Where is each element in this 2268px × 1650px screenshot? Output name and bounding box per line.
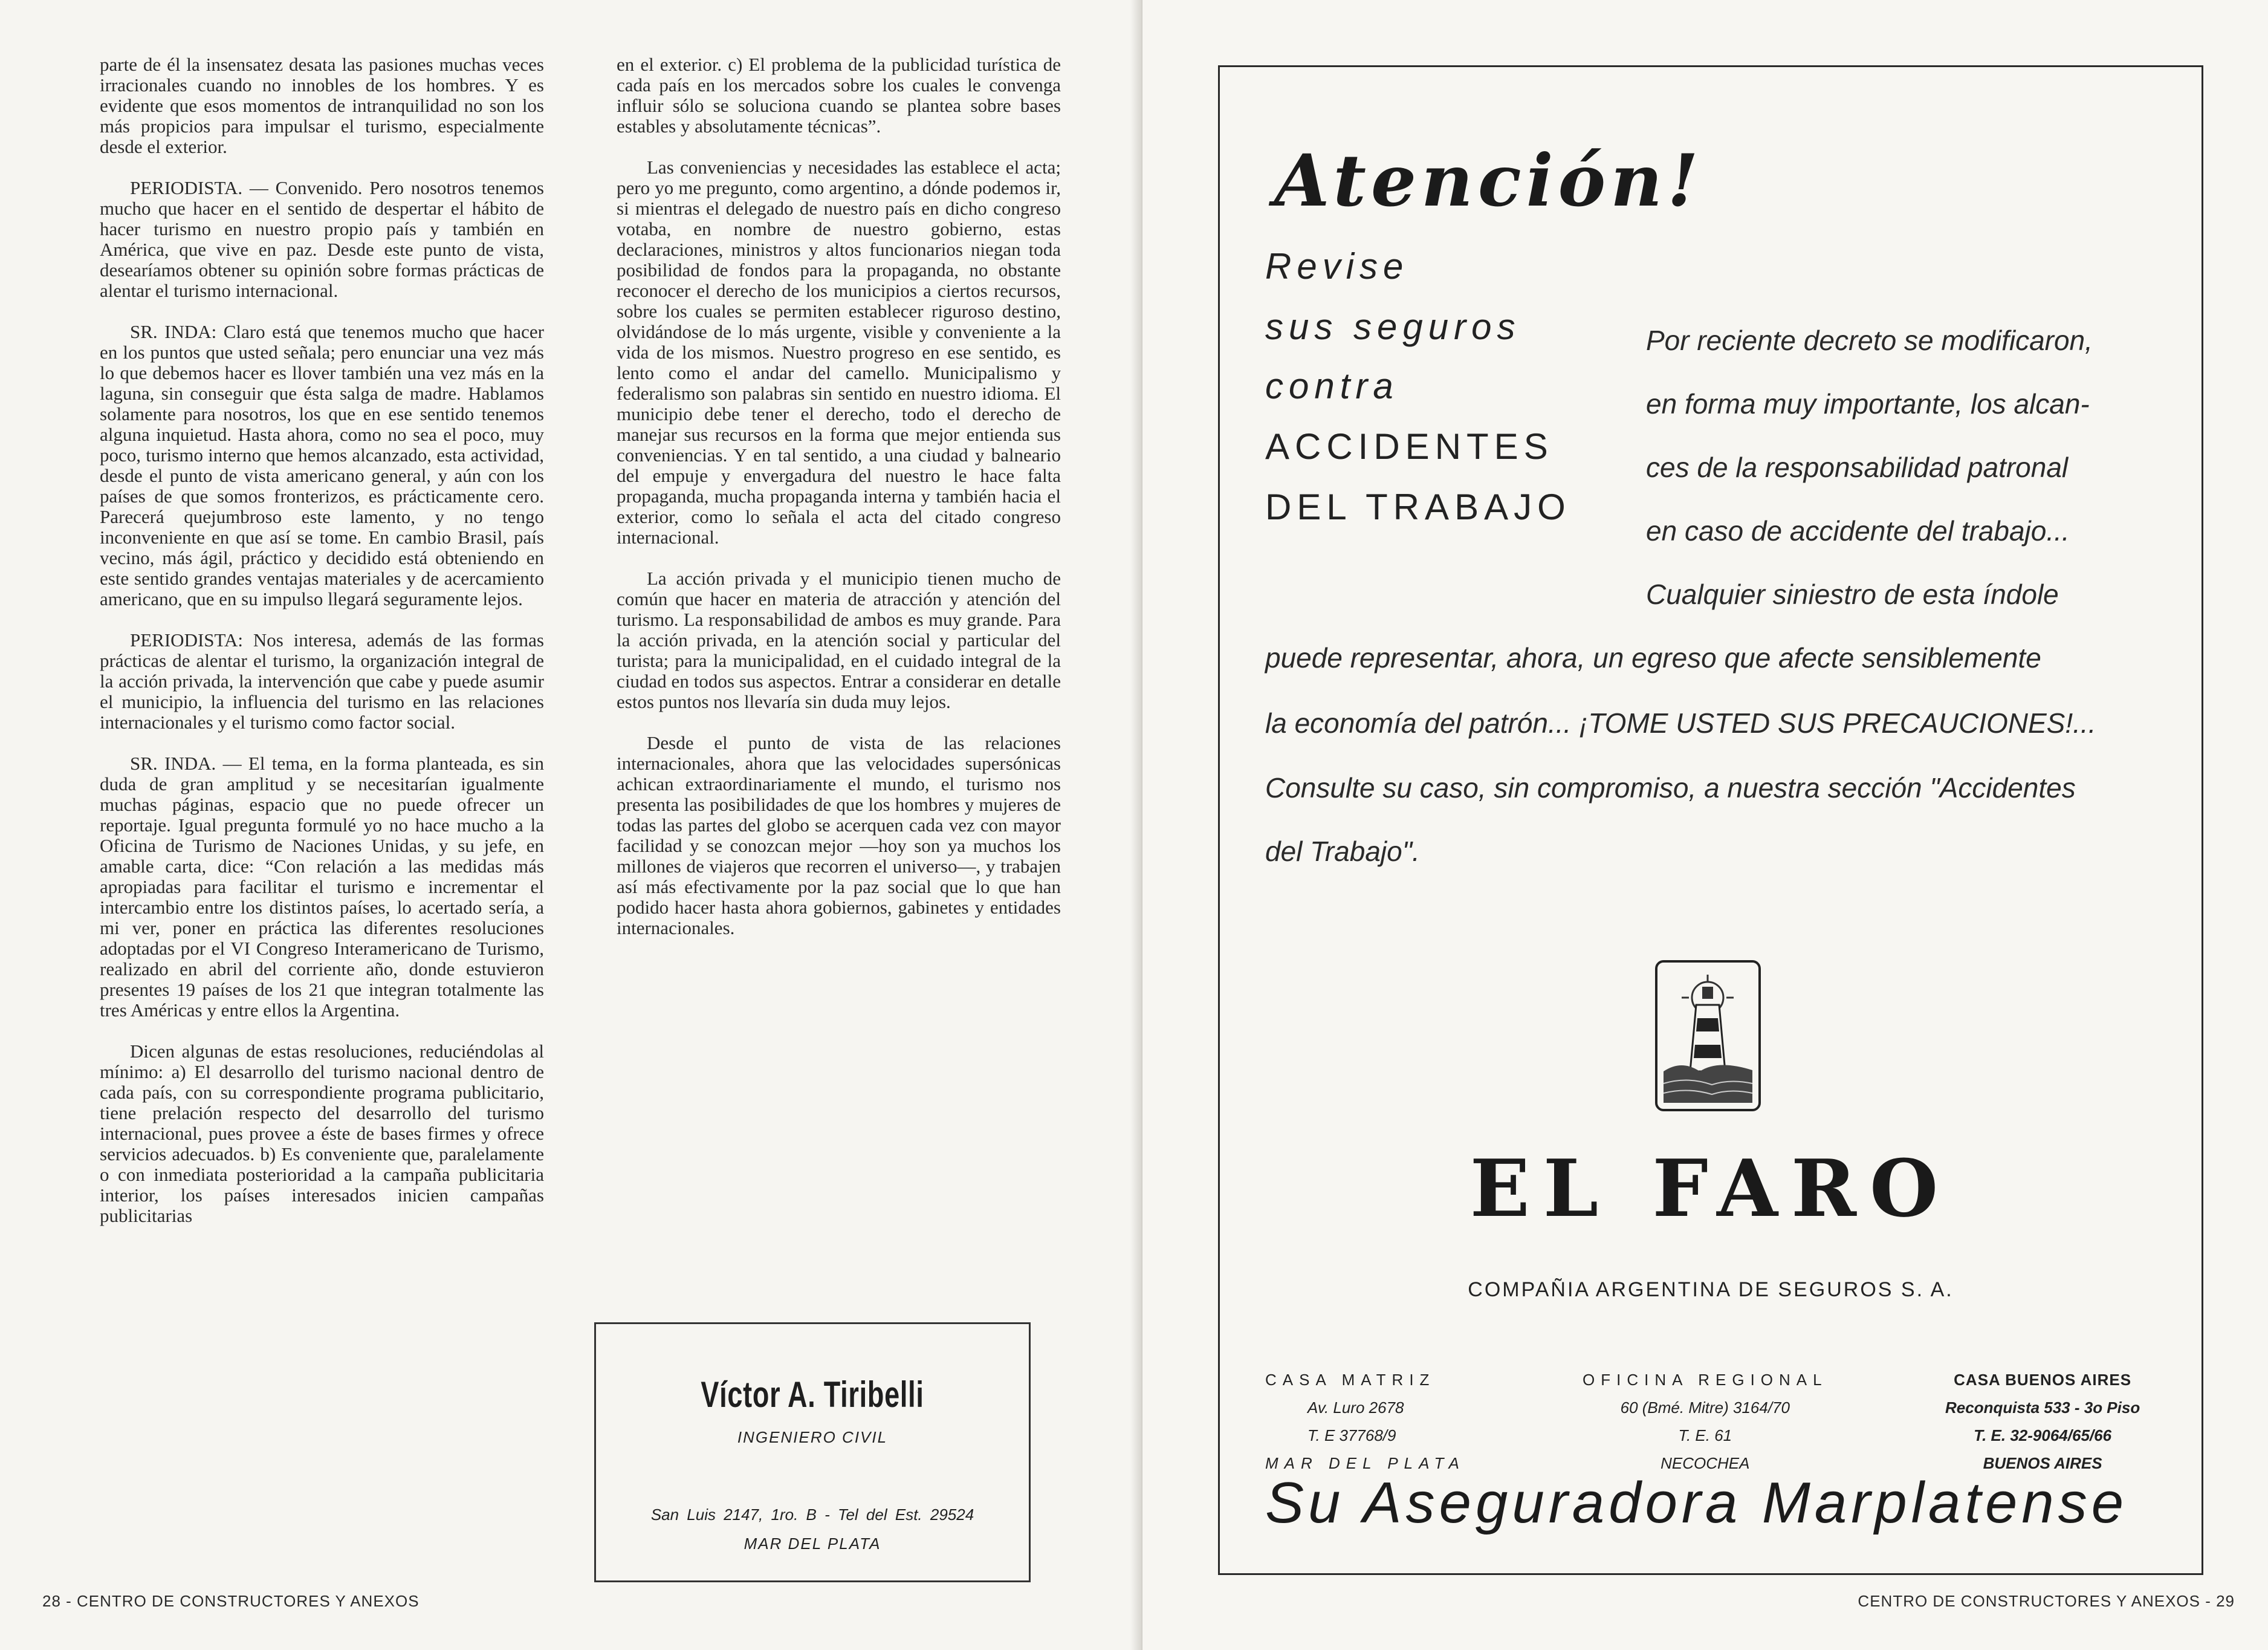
- office-line: Reconquista 533 - 3o Piso: [1945, 1398, 2140, 1417]
- office-line: MAR DEL PLATA: [1265, 1454, 1465, 1472]
- article-column-2: [617, 54, 1061, 959]
- ad-body-line: puede representar, ahora, un egreso que afecte sensiblemente: [1265, 642, 2041, 674]
- card-title: INGENIERO CIVIL: [737, 1428, 888, 1446]
- office-line: 60 (Bmé. Mitre) 3164/70: [1620, 1398, 1790, 1417]
- office-title: OFICINA REGIONAL: [1583, 1371, 1828, 1389]
- ad-category-line: contra: [1265, 366, 1399, 406]
- office-block: [1265, 1366, 1465, 1477]
- office-line: T. E 37768/9: [1307, 1426, 1396, 1444]
- ad-body-line: en caso de accidente del trabajo...: [1646, 515, 2070, 547]
- ad-body-line: la economía del patrón... ¡TOME USTED SUS PRECAUCIONES!...: [1265, 707, 2096, 739]
- office-line: BUENOS AIRES: [1983, 1454, 2102, 1472]
- office-line: NECOCHEA: [1660, 1454, 1750, 1472]
- ad-body-line: del Trabajo".: [1265, 836, 1420, 867]
- ad-category-line: ACCIDENTES: [1265, 426, 1554, 467]
- article-column-1: [100, 54, 544, 1247]
- office-block: [1945, 1366, 2140, 1477]
- ad-headline: Atención!: [1274, 138, 1703, 222]
- card-city: MAR DEL PLATA: [744, 1535, 881, 1553]
- paragraph: PERIODISTA: Nos interesa, además de las formas prácticas de alentar el turismo, la organización integral de la acción privada, la intervención que cabe y puede asumir el municipio, la influencia del turismo en las relaciones internacionales y el turismo como factor social.: [100, 629, 544, 733]
- card-address: San Luis 2147, 1ro. B - Tel del Est. 29524: [650, 1505, 974, 1524]
- lighthouse-icon: [1655, 960, 1761, 1111]
- paragraph: parte de él la insensatez desata las pasiones muchas veces irracionales cuando no innobles de los hombres. Y es evidente que esos momentos de intranquilidad no son los más propicios para impulsar el turismo, especialmente desde el exterior.: [100, 54, 544, 157]
- paragraph: Dicen algunas de estas resoluciones, reduciéndolas al mínimo: a) El desarrollo del turismo nacional dentro de cada país, con su correspondiente programa publicitario, tiene prelación respecto del desarrollo del turismo internacional, pues provee a éste de bases firmes y ofrece servicios adecuados. b) Es conveniente que, paralelamente o con inmediata posterioridad a la campaña publicitaria interior, los países interesados inicien campañas publicitarias: [100, 1041, 544, 1226]
- ad-category-line: sus seguros: [1265, 307, 1521, 347]
- ad-body-line: ces de la responsabilidad patronal: [1646, 452, 2069, 483]
- office-line: Av. Luro 2678: [1307, 1398, 1404, 1417]
- paragraph: La acción privada y el municipio tienen mucho de común que hacer en materia de atracción y atención del turismo. La responsabilidad de ambos es muy grande. Para la acción privada, en la atención social y particular del turista; para la municipalidad, en el cuidado integral de la ciudad en todos sus aspectos. Entrar a considerar en detalle estos puntos nos llevaría sin duda muy lejos.: [617, 568, 1061, 712]
- office-line: T. E. 32-9064/65/66: [1974, 1426, 2112, 1444]
- business-card-ad: [594, 1322, 1031, 1582]
- office-title: CASA MATRIZ: [1265, 1371, 1436, 1389]
- ad-body-line: Por reciente decreto se modificaron,: [1646, 325, 2093, 356]
- ad-body-line: en forma muy importante, los alcan-: [1646, 388, 2090, 420]
- paragraph: Las conveniencias y necesidades las establece el acta; pero yo me pregunto, como argentino, a dónde podemos ir, si mientras el delegado de nuestro país en dicho congreso votaba, en nombre de nuestro gobierno, estas declaraciones, ministros y altos funcionarios niegan toda posibilidad de fondos para la propaganda, no obstante reconocer el derecho de los municipios a ciertos recursos, sobre los cuales se permiten establecer riguroso destino, olvidándose de lo más urgente, visible y conveniente a la vida de los mismos. Nuestro progreso en ese sentido, es lento como el andar del camello. Municipalismo y federalismo son palabras sin sentido en nuestro idioma. El municipio debe tener el derecho, todo el derecho de manejar sus recursos en la forma que mejor entienda sus conveniencias. Y en tal sentido, a una ciudad y balneario del empuje y envergadura del nuestro le hace falta propaganda, mucha propaganda interna y también hacia el exterior, como lo señala el acta del citado congreso internacional.: [617, 157, 1061, 548]
- office-line: T. E. 61: [1678, 1426, 1732, 1444]
- paragraph: PERIODISTA. — Convenido. Pero nosotros tenemos mucho que hacer en el sentido de despertar el hábito de hacer turismo en nuestro propio país y también en América, que vive en paz. Desde este punto de vista, desearíamos obtener su opinión sobre formas prácticas de alentar el turismo internacional.: [100, 177, 544, 301]
- card-name: Víctor A. Tiribelli: [701, 1374, 924, 1415]
- brand-name: EL FARO: [1469, 1142, 1952, 1235]
- office-block: [1583, 1366, 1828, 1477]
- paragraph: SR. INDA. — El tema, en la forma planteada, es sin duda de gran amplitud y se necesitarían igualmente muchas páginas, espacio que no puede ofrecer un reportaje. Igual pregunta formulé yo no hace mucho a la Oficina de Turismo de Naciones Unidas, y su jefe, en amable carta, dice: “Con relación a las medidas más apropiadas para facilitar el turismo e incrementar el intercambio entre los distintos países, lo acertado sería, a mi ver, poner en práctica las diferentes resoluciones adoptadas por el VI Congreso Interamericano de Turismo, realizado en abril del corriente año, donde estuvieron presentes 19 países de los 21 que integran totalmente las tres Américas y entre ellos la Argentina.: [100, 753, 544, 1021]
- ad-body-line: Consulte su caso, sin compromiso, a nuestra sección "Accidentes: [1265, 772, 2076, 804]
- insurance-ad: [1218, 65, 2203, 1575]
- page-footer-right: CENTRO DE CONSTRUCTORES Y ANEXOS - 29: [1858, 1592, 2235, 1610]
- ad-tagline: Su Aseguradora Marplatense: [1265, 1470, 2128, 1535]
- paragraph: Desde el punto de vista de las relaciones internacionales, ahora que las velocidades supersónicas achican extraordinariamente el mundo, el turismo nos presenta las posibilidades de que los hombres y mujeres de todas las partes del globo se acerquen cada vez con mayor facilidad y se conozcan mejor —hoy son ya muchos los millones de viajeros que recorren el universo—, y trabajen así más efectivamente por la paz social que lo que han podido hacer hasta ahora gobiernos, gabinetes y entidades internacionales.: [617, 732, 1061, 938]
- ad-category-line: Revise: [1265, 246, 1409, 287]
- office-title: CASA BUENOS AIRES: [1954, 1371, 2132, 1389]
- ad-category-line: DEL TRABAJO: [1265, 487, 1571, 527]
- paragraph: en el exterior. c) El problema de la publicidad turística de cada país en los mercados sobre los cuales le convenga influir sólo se soluciona cuando se plantea sobre bases estables y absolutamente técnicas”.: [617, 54, 1061, 137]
- brand-subtitle: COMPAÑIA ARGENTINA DE SEGUROS S. A.: [1468, 1278, 1954, 1301]
- page-footer-left: 28 - CENTRO DE CONSTRUCTORES Y ANEXOS: [42, 1592, 420, 1610]
- right-page: [1142, 0, 2268, 1650]
- paragraph: SR. INDA: Claro está que tenemos mucho que hacer en los puntos que usted señala; pero enunciar una vez más lo que debemos hacer es llover también una vez más en la laguna, sin conseguir que ésta salga de madre. Hablamos solamente para nosotros, los que en ese sentido tenemos alguna inquietud. Hasta ahora, como no sea el poco, muy poco, turismo interno que hemos alcanzado, esta actividad, desde el punto de vista americano general, y aún con los países de que somos fronterizos, es prácticamente cero. Parecerá quejumbroso este lamento, y no tengo inconveniente en que así se tome. En cambio Brasil, país vecino, más ágil, práctico y decidido está obteniendo en este sentido grandes ventajas materiales y de acercamiento americano, que en su impulso llegará seguramente lejos.: [100, 321, 544, 609]
- ad-body-line: Cualquier siniestro de esta índole: [1646, 579, 2059, 610]
